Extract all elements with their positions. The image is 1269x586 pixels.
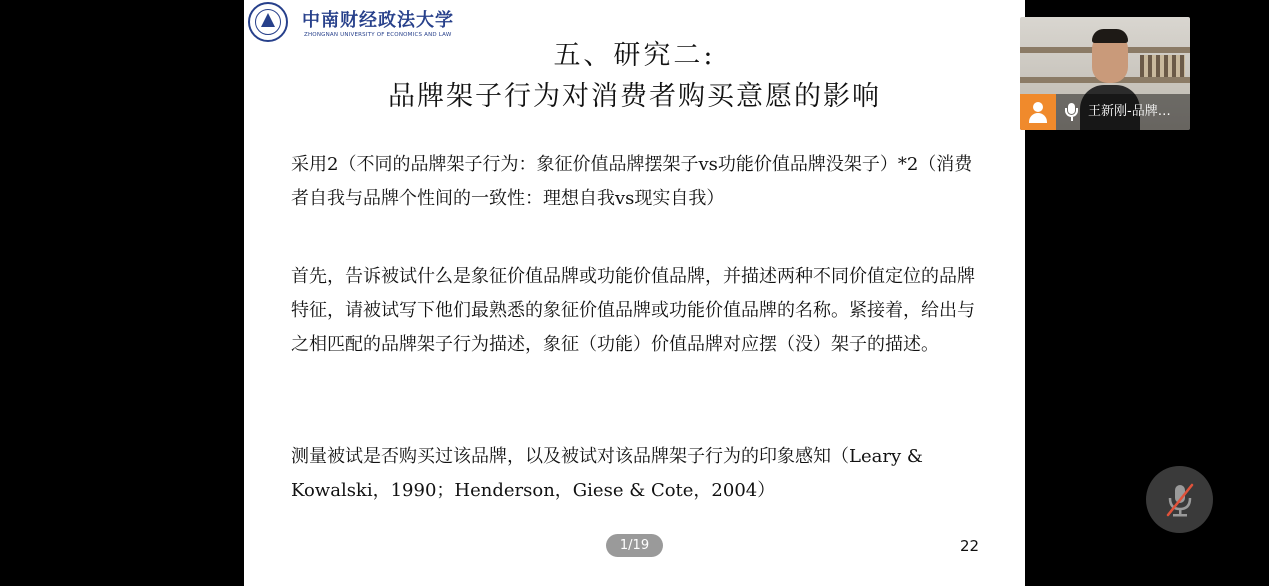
university-name: 中南财经政法大学 bbox=[302, 10, 454, 31]
microphone-muted-icon bbox=[1164, 482, 1196, 518]
user-avatar-icon bbox=[1020, 94, 1056, 130]
procedure-paragraph: 首先，告诉被试什么是象征价值品牌或功能价值品牌，并描述两种不同价值定位的品牌特征，请被试写下他们最熟悉的象征价值品牌或功能价值品牌的名称。紧接着，给出与之相匹配的品牌架子行为描述，象征（功能）价值品牌对应摆（没）架子的描述。 bbox=[291, 266, 975, 355]
mute-microphone-button[interactable] bbox=[1146, 466, 1213, 533]
design-paragraph: 采用2（不同的品牌架子行为：象征价值品牌摆架子vs功能价值品牌没架子）*2（消费者自我与品牌个性间的一致性：理想自我vs现实自我） bbox=[291, 154, 973, 209]
participant-video-tile[interactable] bbox=[1020, 17, 1190, 130]
microphone-icon bbox=[1064, 103, 1078, 123]
measurement-paragraph: 测量被试是否购买过该品牌，以及被试对该品牌架子行为的印象感知（Leary & Kowalski，1990；Henderson，Giese & Cote，2004） bbox=[291, 446, 923, 501]
slide-page-number: 22 bbox=[960, 537, 980, 555]
page-indicator[interactable]: 1/19 bbox=[606, 534, 663, 557]
university-name-english: ZHONGNAN UNIVERSITY OF ECONOMICS AND LAW bbox=[304, 32, 452, 38]
slide-title-line1: 五、研究二: bbox=[553, 40, 716, 71]
presentation-slide bbox=[244, 0, 1025, 586]
slide-title-line2: 品牌架子行为对消费者购买意愿的影响 bbox=[388, 81, 881, 112]
participant-name: 王新刚-品牌… bbox=[1088, 104, 1171, 119]
participant-label-bar bbox=[1020, 94, 1190, 130]
